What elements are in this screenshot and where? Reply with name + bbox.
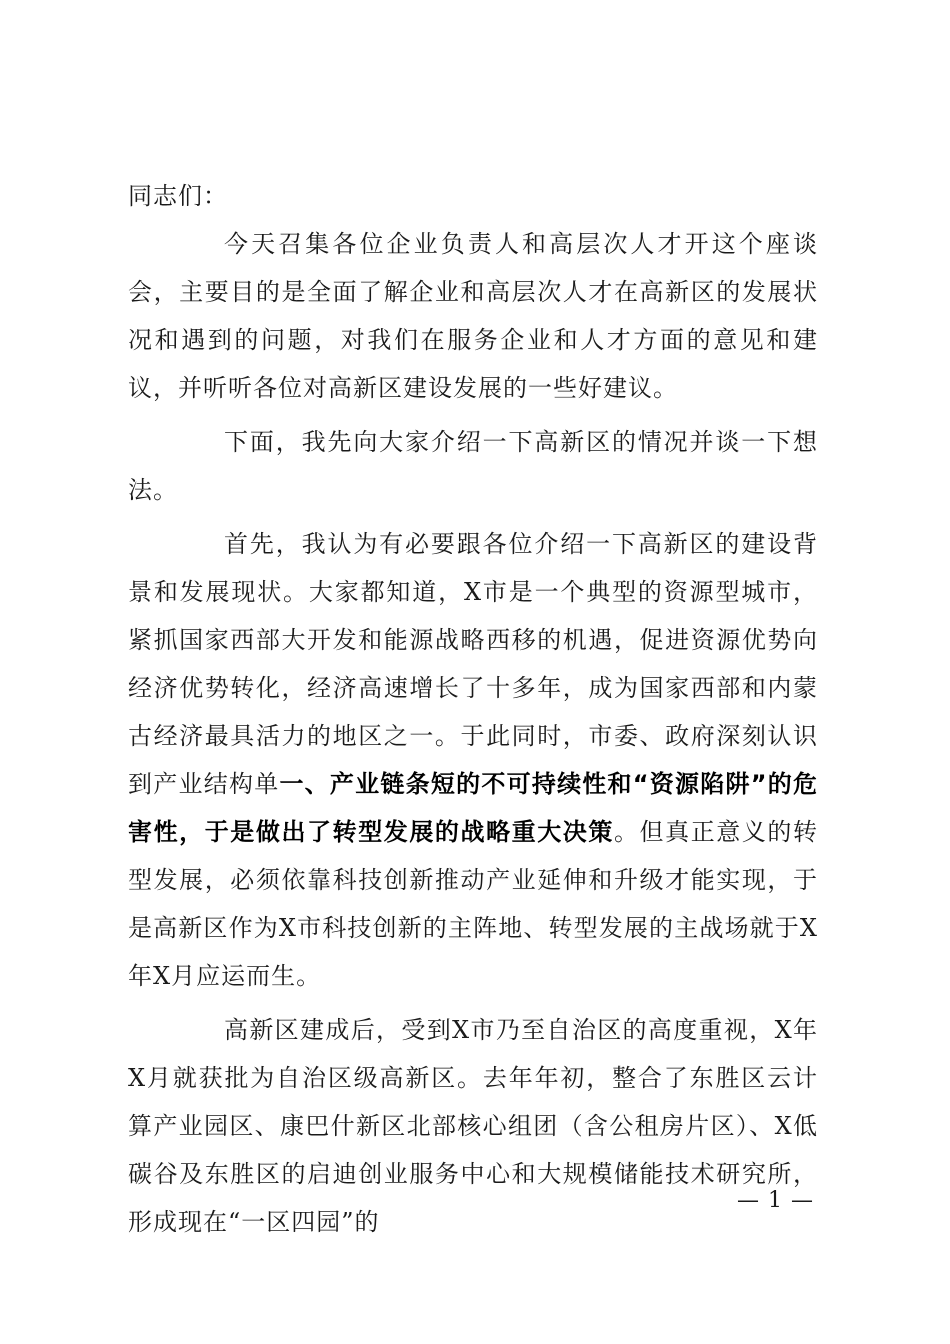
paragraph-background-text-1: 首先，我认为有必要跟各位介绍一下高新区的建设背景和发展现状。大家都知道，X市是一个典型的资源型城市，紧抓国家西部大开发和能源战略西移的机遇，促进资源优势向经济优势转化，经济高速增长了十多年，成为国家西部和内蒙古经济最具活力的地区之一。于此同时，市委、政府深刻认识到产业结构单 <box>128 530 818 798</box>
paragraph-background <box>128 520 818 1000</box>
paragraph-overview: 下面，我先向大家介绍一下高新区的情况并谈一下想法。 <box>128 428 818 504</box>
salutation: 同志们： <box>128 182 228 210</box>
paragraph-intro: 今天召集各位企业负责人和高层次人才开这个座谈会，主要目的是全面了解企业和高层次人才在高新区的发展状况和遇到的问题，对我们在服务企业和人才方面的意见和建议，并听听各位对高新区建设发展的一些好建议。 <box>128 230 818 402</box>
page-number: — 1 — <box>737 1188 814 1213</box>
paragraph-background-bold: 一、产业链条短的不可持续性和“资源陷阱”的危害性，于是做出了转型发展的战略重大决策 <box>128 770 819 846</box>
paragraph-development: 高新区建成后，受到X市乃至自治区的高度重视，X年X月就获批为自治区级高新区。去年年初，整合了东胜区云计算产业园区、康巴什新区北部核心组团（含公租房片区）、X低碳谷及东胜区的启迪创业服务中心和大规模储能技术研究所，形成现在“一区四园”的 <box>128 1016 818 1236</box>
paragraph-background-text-2: 。但真正意义的转型发展，必须依靠科技创新推动产业延伸和升级才能实现，于是高新区作为X市科技创新的主阵地、转型发展的主战场就于X年X月应运而生。 <box>128 818 819 990</box>
body-text <box>128 172 818 1246</box>
